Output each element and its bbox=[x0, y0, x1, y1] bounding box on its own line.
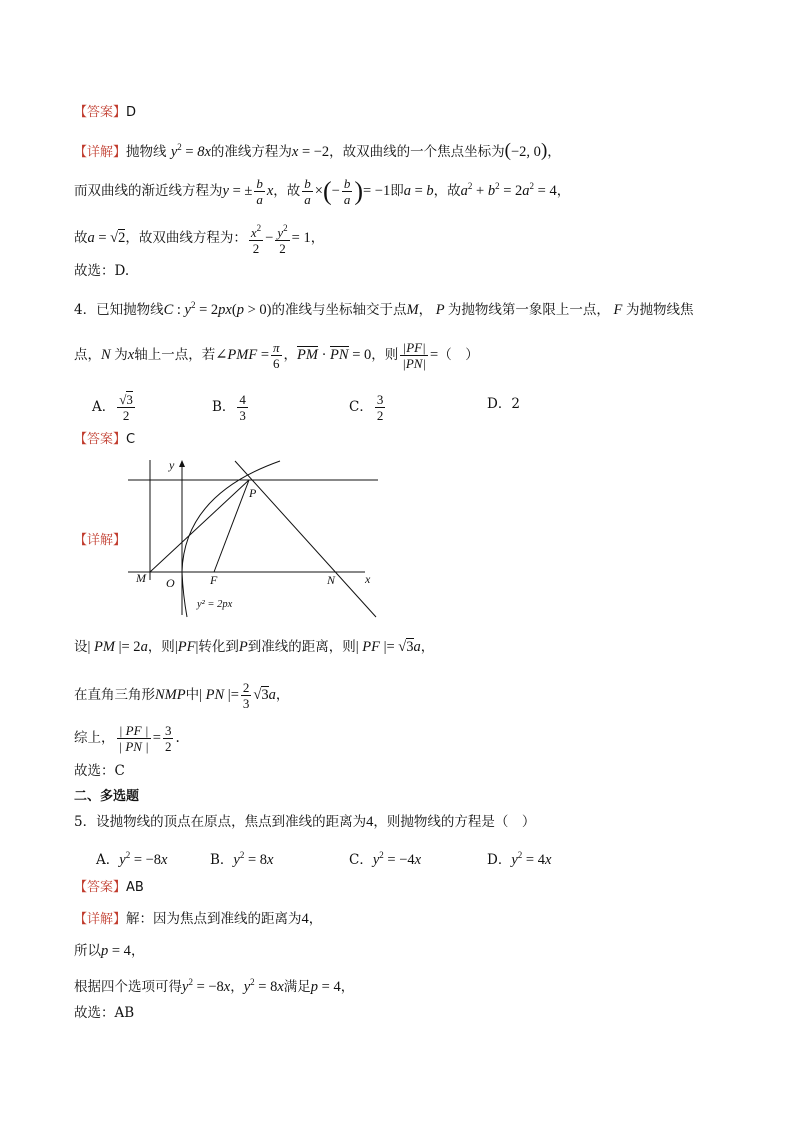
option-label: C． bbox=[349, 399, 373, 415]
formula: × bbox=[314, 183, 323, 199]
q5-solution-line-1 bbox=[74, 910, 322, 929]
text: 中 bbox=[185, 687, 200, 703]
text: ，则抛物线的方程是（ ） bbox=[373, 814, 536, 830]
text: ， bbox=[310, 230, 325, 246]
text: 转化到 bbox=[198, 639, 239, 655]
answer-tag: 【答案】 bbox=[74, 105, 127, 120]
option-label: D． bbox=[487, 852, 512, 868]
text: 到准线的距离，则 bbox=[247, 639, 356, 655]
option-label: A． bbox=[96, 852, 120, 868]
formula: $a^2 + b^2 = 2a^2 = 4$ bbox=[460, 181, 557, 199]
formula: x = −2 bbox=[291, 144, 330, 160]
option-label: B． bbox=[212, 399, 236, 415]
text: 点， bbox=[74, 347, 101, 363]
formula: F bbox=[609, 302, 627, 318]
option-label: B． bbox=[210, 852, 234, 868]
formula: NMP bbox=[155, 687, 186, 703]
text: 4．已知抛物线 bbox=[74, 302, 164, 318]
formula: (−2, 0) bbox=[504, 140, 548, 161]
fraction: $\frac{| PF |}{| PN |}$ bbox=[118, 723, 149, 754]
text: ，则 bbox=[147, 639, 175, 655]
text: ，故 bbox=[273, 183, 301, 199]
formula: y = ± bbox=[222, 183, 253, 199]
text: 根据四个选项可得 bbox=[74, 979, 182, 995]
text: 即 bbox=[390, 183, 404, 199]
q4-solution-line-1 bbox=[74, 638, 434, 656]
text: （ ） bbox=[438, 347, 479, 363]
detail-tag: 【详解】 bbox=[74, 912, 127, 927]
formula: p = 4 bbox=[310, 979, 341, 995]
q3-conclusion: 故选：D. bbox=[74, 263, 130, 279]
q4-option-c[interactable] bbox=[349, 392, 387, 423]
q5-option-d[interactable] bbox=[487, 846, 551, 869]
q4-option-d[interactable] bbox=[487, 395, 520, 413]
option-label: D．2 bbox=[487, 396, 520, 412]
parabola-curve bbox=[182, 461, 280, 617]
text: 所以 bbox=[74, 943, 101, 959]
text: ，故双曲线的一个焦点坐标为 bbox=[329, 144, 505, 160]
text: 而双曲线的渐近线方程为 bbox=[74, 183, 223, 199]
q3-answer: D bbox=[126, 105, 137, 120]
q4-stem-line-2: 点，N 为x轴上一点，若∠PMF = $\frac{\pi}{6}$ ，PM · PN = 0，则 $\frac{|PF|}{|PN|}$ =（ ） bbox=[74, 340, 479, 371]
fraction: $\frac{\pi}{6}$ bbox=[273, 340, 280, 371]
text: ， bbox=[283, 347, 298, 363]
formula: x bbox=[266, 183, 274, 199]
formula: = 1 bbox=[291, 230, 311, 246]
q5-option-b[interactable] bbox=[210, 846, 273, 869]
number: 4 bbox=[366, 814, 374, 830]
parabola-figure bbox=[125, 455, 385, 620]
segment-pm bbox=[150, 480, 249, 572]
text: . bbox=[175, 730, 180, 746]
formula: P bbox=[432, 302, 448, 318]
fraction: $\frac{b}{a}$ bbox=[304, 176, 311, 207]
fraction: $\frac{4}{3}$ bbox=[239, 392, 246, 423]
fraction: $\frac{b}{a}$ bbox=[343, 176, 351, 207]
formula: ∠PMF = bbox=[215, 347, 269, 363]
q4-solution-line-2 bbox=[74, 680, 289, 711]
q5-option-c[interactable] bbox=[349, 846, 421, 869]
fraction: $\frac{b}{a}$ bbox=[256, 176, 263, 207]
detail-tag: 【详解】 bbox=[74, 533, 127, 548]
q4-option-a[interactable] bbox=[92, 392, 137, 423]
formula: = −1 bbox=[362, 183, 391, 199]
label-f: F bbox=[210, 573, 218, 587]
q4-detail-tag-line bbox=[74, 531, 126, 550]
text: 综上， bbox=[74, 730, 115, 746]
text: ， bbox=[420, 639, 435, 655]
formula: PM · PN = 0 bbox=[297, 347, 372, 363]
q5-answer: AB bbox=[126, 880, 144, 895]
text: ， bbox=[130, 943, 145, 959]
q5-stem bbox=[74, 813, 535, 831]
q3-detail-line-1 bbox=[74, 138, 561, 162]
formula: $y^2 = -8x$ bbox=[119, 850, 168, 868]
q5-solution-line-2 bbox=[74, 942, 144, 960]
text: 为抛物线第一象限上一点， bbox=[447, 302, 610, 318]
answer-tag: 【答案】 bbox=[74, 880, 127, 895]
formula: $y^2 = -8x$ bbox=[182, 977, 231, 995]
formula: $y^2 = -4x$ bbox=[372, 850, 422, 868]
formula: P bbox=[238, 639, 248, 655]
formula: | PM |= 2a bbox=[87, 639, 148, 655]
formula: $y^2 = 4x$ bbox=[511, 850, 552, 868]
formula: | PF |= √3a bbox=[355, 639, 421, 655]
q4-solution-line-3: 综上， $\frac{| PF |}{| PN |}$ = $\frac{3}{2}$ . bbox=[74, 723, 180, 754]
fraction: $\frac{3}{2}$ bbox=[164, 723, 172, 754]
label-y: y bbox=[169, 458, 175, 472]
text: ，故双曲线方程为： bbox=[125, 230, 247, 246]
option-label: C． bbox=[349, 852, 373, 868]
text: 抛物线 bbox=[126, 144, 167, 160]
fraction: $\frac{2}{3}$ bbox=[242, 680, 250, 711]
formula: p = 4 bbox=[101, 943, 131, 959]
section-heading: 二、多选题 bbox=[74, 789, 140, 804]
formula: |PF| bbox=[174, 639, 199, 655]
label-x: x bbox=[365, 572, 371, 586]
formula: a = √2 bbox=[87, 230, 126, 246]
formula: $y^2 = 8x$ bbox=[233, 850, 274, 868]
formula: $y^2 = 8x$ bbox=[243, 977, 284, 995]
text: ， bbox=[230, 979, 244, 995]
text: 的准线与坐标轴交于点 bbox=[271, 302, 407, 318]
line-pn bbox=[235, 461, 376, 617]
text: 轴上一点，若 bbox=[134, 347, 216, 363]
text: 设 bbox=[74, 639, 88, 655]
formula: M bbox=[406, 302, 419, 318]
formula: x bbox=[127, 347, 135, 363]
number: 4 bbox=[301, 911, 309, 927]
text: 为抛物线焦 bbox=[626, 302, 694, 318]
fraction: $\frac{√3}{2}$ bbox=[119, 392, 133, 423]
q4-option-b[interactable] bbox=[212, 392, 250, 423]
formula: a = b bbox=[403, 183, 434, 199]
text: ，则 bbox=[371, 347, 399, 363]
text: 5．设抛物线的顶点在原点，焦点到准线的距离为 bbox=[74, 814, 367, 830]
q4-conclusion: 故选：C bbox=[74, 763, 125, 779]
text: ， bbox=[308, 911, 323, 927]
q4-answer-line bbox=[74, 430, 135, 449]
text: ， bbox=[556, 183, 571, 199]
text: 在直角三角形 bbox=[74, 687, 155, 703]
text: ，故 bbox=[433, 183, 461, 199]
label-n: N bbox=[327, 573, 336, 587]
y-axis-arrow bbox=[179, 460, 185, 467]
label-o: O bbox=[166, 576, 175, 590]
fraction: $\frac{x^2}{2}$ bbox=[250, 223, 262, 256]
formula: $y^2 = 8x$ bbox=[170, 142, 211, 160]
formula: | PN |= bbox=[199, 687, 239, 703]
text: 为 bbox=[114, 347, 128, 363]
text: 满足 bbox=[283, 979, 311, 995]
text: 解：因为焦点到准线的距离为 bbox=[126, 911, 302, 927]
text: ， bbox=[418, 302, 433, 318]
fraction: $\frac{y^2}{2}$ bbox=[277, 223, 288, 256]
q5-answer-line bbox=[74, 878, 144, 897]
q3-answer-line bbox=[74, 103, 136, 122]
text: ， bbox=[547, 144, 561, 160]
q3-detail-line-2: 而双曲线的渐近线方程为y = ± $\frac{b}{a}$ x，故 $\frac{b}{a}$ ×(− $\frac{b}{a}$ )= −1即a = b，故$a^2 + b^2 = 2a^2 = 4$， bbox=[74, 176, 571, 207]
option-label: A． bbox=[92, 399, 116, 415]
fraction: $\frac{|PF|}{|PN|}$ bbox=[402, 340, 427, 371]
q3-detail-line-3: 故a = √2，故双曲线方程为： $\frac{x^2}{2}$ − $\frac{y^2}{2}$ = 1， bbox=[74, 223, 325, 256]
text: ， bbox=[275, 687, 290, 703]
formula: √3a bbox=[253, 687, 276, 703]
formula: N bbox=[101, 347, 115, 363]
text: 故 bbox=[74, 230, 88, 246]
q4-answer: C bbox=[126, 432, 136, 447]
label-m: M bbox=[136, 571, 146, 585]
q5-conclusion: 故选：AB bbox=[74, 1005, 135, 1021]
q5-solution-line-3 bbox=[74, 973, 354, 996]
text: 的准线方程为 bbox=[210, 144, 292, 160]
label-p: P bbox=[249, 486, 257, 500]
q4-stem-line-1 bbox=[74, 296, 694, 319]
q5-option-a[interactable] bbox=[96, 846, 167, 869]
answer-tag: 【答案】 bbox=[74, 432, 127, 447]
fraction: $\frac{3}{2}$ bbox=[376, 392, 384, 423]
text: ， bbox=[340, 979, 355, 995]
detail-tag: 【详解】 bbox=[74, 145, 127, 160]
label-curve: y² = 2px bbox=[197, 599, 233, 610]
formula: C : $y^2 = 2px(p > 0)$ bbox=[163, 300, 272, 318]
